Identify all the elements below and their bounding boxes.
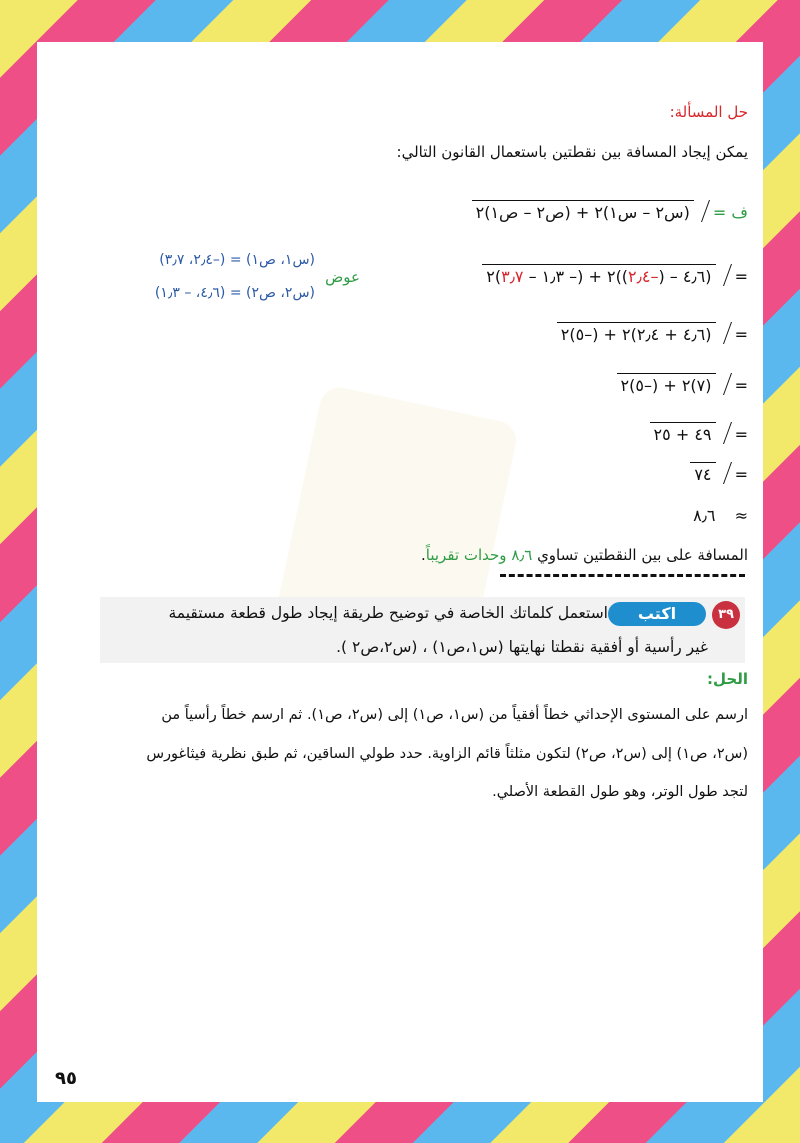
formula-radicand: (س٢ – س١)٢ + (ص٢ – ص١)٢ bbox=[475, 203, 690, 222]
step-3-prefix: = bbox=[734, 376, 748, 395]
write-badge: اكتب bbox=[608, 602, 706, 626]
step-2-radicand: (٤٫٦ + ٢٫٤)٢ + (–٥)٢ bbox=[560, 325, 712, 344]
step-3-radical bbox=[617, 373, 716, 395]
step-4-radical bbox=[650, 422, 716, 444]
page-number: ٩٥ bbox=[55, 1068, 77, 1089]
solution-heading: حل المسألة: bbox=[669, 103, 748, 121]
question-line-2: غير رأسية أو أفقية نقطتا نهايتها (س١،ص١) ، (س٢،ص٢ ). bbox=[336, 638, 708, 656]
step-1 bbox=[482, 264, 748, 286]
formula-radical bbox=[472, 200, 694, 222]
point-2: (س٢، ص٢) = (٤٫٦، – ١٫٣) bbox=[154, 285, 315, 301]
step-1-part-c: )٢ bbox=[486, 267, 502, 286]
step-5-radicand: ٧٤ bbox=[694, 465, 712, 484]
step-5 bbox=[690, 462, 748, 484]
step-3 bbox=[617, 373, 748, 395]
section-divider bbox=[500, 574, 745, 577]
step-5-prefix: = bbox=[734, 465, 748, 484]
step-1-red-value: –٢٫٤ bbox=[628, 267, 659, 286]
step-2-prefix: = bbox=[734, 325, 748, 344]
step-1-part-b: ))٢ + (– ١٫٣ – bbox=[523, 267, 629, 286]
step-1-part-a: (٤٫٦ – ( bbox=[658, 267, 712, 286]
substitute-label: عوض bbox=[325, 268, 360, 286]
step-5-radical bbox=[690, 462, 715, 484]
step-6-prefix: ≈ bbox=[734, 506, 748, 525]
point-1: (س١، ص١) = (–٢٫٤، ٣٫٧) bbox=[159, 252, 315, 268]
question-number: ٣٩ bbox=[712, 601, 740, 629]
step-2-radical bbox=[557, 322, 716, 344]
step-6-value: ٨٫٦ bbox=[693, 506, 716, 525]
question-line-1: استعمل كلماتك الخاصة في توضيح طريقة إيجاد طول قطعة مستقيمة bbox=[168, 604, 608, 622]
answer-line-2: (س٢، ص١) إلى (س٢، ص٢) لتكون مثلثاً قائم الزاوية. حدد طولي الساقين، ثم طبق نظرية فيثاغورس bbox=[146, 746, 748, 762]
formula-lhs: ف = bbox=[712, 203, 748, 222]
step-1-radical bbox=[482, 264, 715, 286]
answer-line-3: لتجد طول الوتر، وهو طول القطعة الأصلي. bbox=[492, 784, 748, 800]
conclusion-end: . bbox=[421, 546, 426, 564]
conclusion-value: ٨٫٦ وحدات تقريباً bbox=[425, 546, 533, 564]
step-4-radicand: ٤٩ + ٢٥ bbox=[653, 425, 712, 444]
step-1-red-value-2: ٣٫٧ bbox=[501, 267, 524, 286]
step-3-radicand: (٧)٢ + (–٥)٢ bbox=[620, 376, 712, 395]
step-2 bbox=[557, 322, 748, 344]
distance-formula bbox=[472, 200, 748, 222]
step-6 bbox=[693, 506, 748, 525]
step-4 bbox=[650, 422, 748, 444]
conclusion bbox=[421, 546, 748, 564]
intro-text: يمكن إيجاد المسافة بين نقطتين باستعمال القانون التالي: bbox=[396, 143, 748, 161]
step-4-prefix: = bbox=[734, 425, 748, 444]
step-1-prefix: = bbox=[734, 267, 748, 286]
answer-line-1: ارسم على المستوى الإحداثي خطاً أفقياً من (س١، ص١) إلى (س٢، ص١). ثم ارسم خطاً رأسياً من bbox=[161, 707, 748, 723]
solution-label: الحل: bbox=[707, 670, 748, 688]
conclusion-text: المسافة على بين النقطتين تساوي bbox=[532, 546, 748, 564]
